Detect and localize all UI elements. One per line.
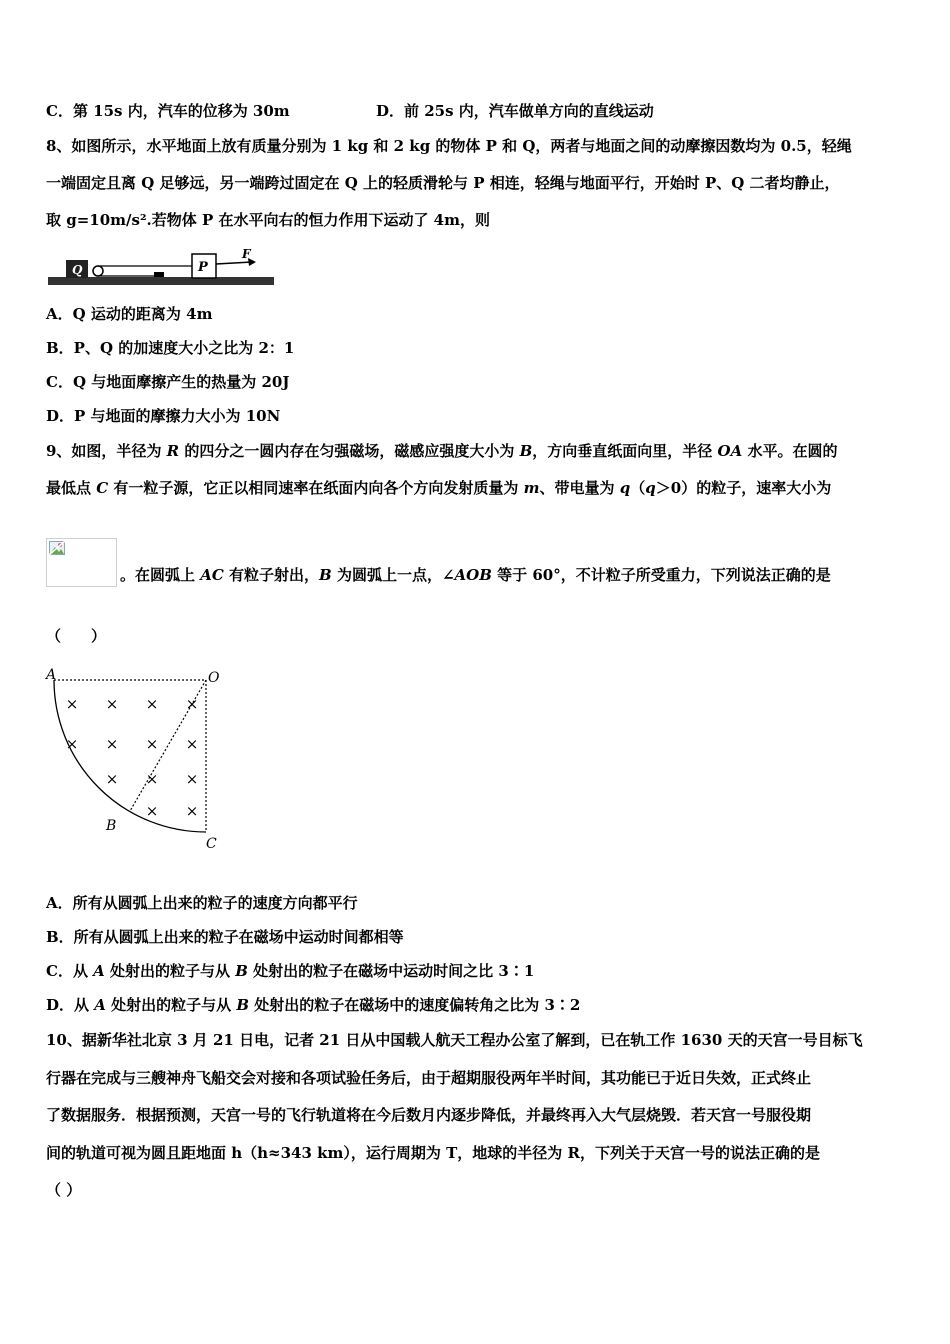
label-q: Q (72, 263, 83, 277)
q8-stem-line-2: 一端固定且离 Q 足够远，另一端跨过固定在 Q 上的轻质滑轮与 P 相连，轻绳与地面平行，开始时 P、Q 二者均静止， (46, 174, 840, 192)
q10-stem-line-2: 行器在完成与三艘神舟飞船交会对接和各项试验任务后，由于超期服役两年半时间，其功能已于近日失效，正式终止 (46, 1069, 812, 1087)
cross: × (145, 770, 159, 788)
q7-option-c: C．第 15s 内，汽车的位移为 30m (46, 102, 290, 120)
cross: × (105, 735, 119, 753)
label-o: O (208, 670, 220, 686)
q9-stem-line-1: 9、如图，半径为 R 的四分之一圆内存在匀强磁场，磁感应强度大小为 B，方向垂直纸面向里，半径 OA 水平。在圆的 (46, 442, 838, 460)
broken-image-placeholder (46, 538, 117, 587)
cross: × (145, 695, 159, 713)
cross: × (185, 802, 199, 820)
q10-stem-line-4: 间的轨道可视为圆且距地面 h（h≈343 km），运行周期为 T，地球的半径为 R，下列关于天宫一号的说法正确的是 (46, 1144, 820, 1162)
q9-option-c: C．从 A 处射出的粒子与从 B 处射出的粒子在磁场中运动时间之比 3∶1 (46, 962, 535, 980)
q8-stem-line-1: 8、如图所示，水平地面上放有质量分别为 1 kg 和 2 kg 的物体 P 和 Q，两者与地面之间的动摩擦因数均为 0.5，轻绳 (46, 137, 852, 155)
q10-stem-line-3: 了数据服务．根据预测，天宫一号的飞行轨道将在今后数月内逐步降低，并最终再入大气层烧毁．若天宫一号服役期 (46, 1106, 812, 1124)
q8-figure (46, 244, 278, 292)
q8-option-a: A．Q 运动的距离为 4m (46, 305, 213, 323)
broken-image-icon (49, 541, 65, 555)
q10-answer-paren: （ ） (46, 1181, 82, 1199)
cross: × (105, 695, 119, 713)
q9-option-d: D．从 A 处射出的粒子与从 B 处射出的粒子在磁场中的速度偏转角之比为 3∶2 (46, 996, 581, 1014)
cross: × (185, 770, 199, 788)
cross: × (145, 735, 159, 753)
q7-option-d: D．前 25s 内，汽车做单方向的直线运动 (376, 102, 654, 120)
cross: × (105, 770, 119, 788)
q8-option-d: D．P 与地面的摩擦力大小为 10N (46, 407, 281, 425)
cross: × (145, 802, 159, 820)
label-b: B (106, 818, 117, 834)
q9-stem-line-2: 最低点 C 有一粒子源，它正以相同速率在纸面内向各个方向发射质量为 m、带电量为 q（q＞0）的粒子，速率大小为 (46, 479, 832, 497)
label-p: P (198, 260, 208, 275)
q9-stem-line-3: 。在圆弧上 AC 有粒子射出，B 为圆弧上一点，∠AOB 等于 60°，不计粒子所受重力，下列说法正确的是 (120, 566, 831, 584)
cross: × (185, 735, 199, 753)
q8-option-b: B．P、Q 的加速度大小之比为 2：1 (46, 339, 295, 357)
q8-option-c: C．Q 与地面摩擦产生的热量为 20J (46, 373, 290, 391)
q9-option-a: A．所有从圆弧上出来的粒子的速度方向都平行 (46, 894, 358, 912)
rope-anchor (154, 272, 164, 277)
force-arrow (216, 262, 252, 264)
cross: × (185, 695, 199, 713)
q9-option-b: B．所有从圆弧上出来的粒子在磁场中运动时间都相等 (46, 928, 404, 946)
q9-answer-paren: （ ） (46, 627, 107, 645)
pulley-icon (93, 266, 103, 276)
cross: × (65, 695, 79, 713)
ground (48, 277, 274, 285)
field-crosses (66, 695, 199, 820)
q8-stem-line-3: 取 g=10m/s².若物体 P 在水平向右的恒力作用下运动了 4m，则 (46, 211, 490, 229)
q9-figure (40, 664, 230, 854)
label-a: A (46, 667, 57, 683)
q10-stem-line-1: 10、据新华社北京 3 月 21 日电，记者 21 日从中国载人航天工程办公室了解到，已在轨工作 1630 天的天宫一号目标飞 (46, 1031, 863, 1049)
label-c: C (206, 836, 217, 852)
label-f: F (242, 247, 251, 261)
cross: × (65, 735, 79, 753)
